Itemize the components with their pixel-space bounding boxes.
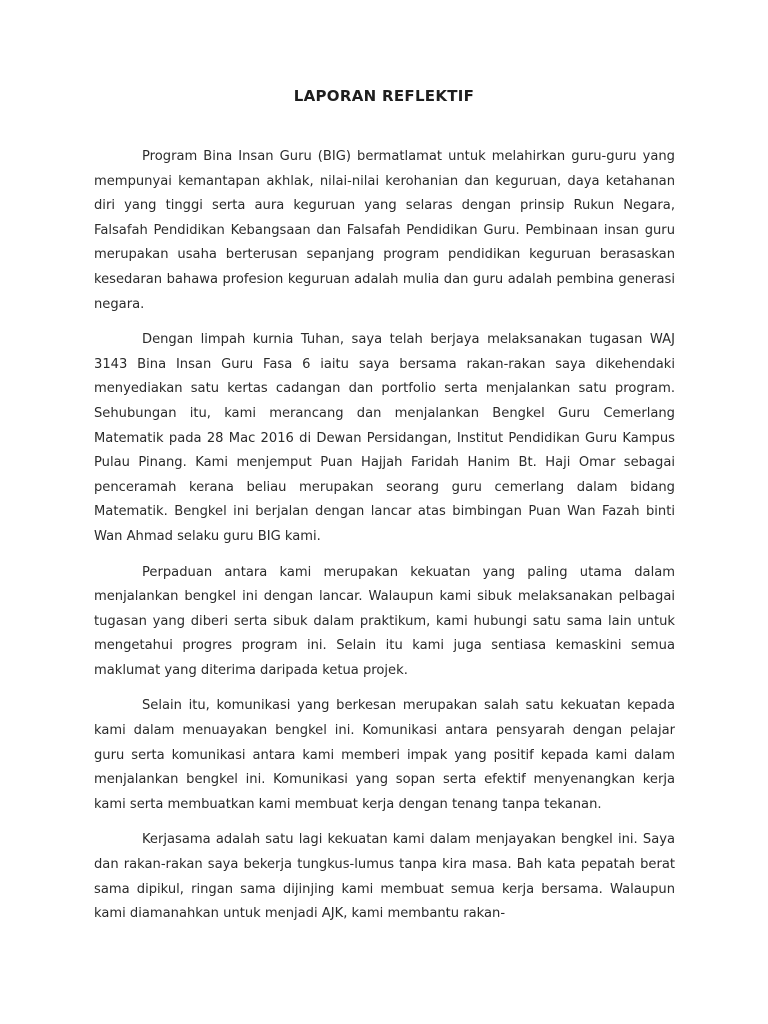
document-body	[94, 145, 675, 938]
paragraph-3: Perpaduan antara kami merupakan kekuatan yang paling utama dalam menjalankan bengkel ini dengan lancar. Walaupun kami sibuk melaksanakan pelbagai tugasan yang diberi serta sibuk dalam praktikum, kami hubungi satu sama lain untuk mengetahui progres program ini. Selain itu kami juga sentiasa kemaskini semua maklumat yang diterima daripada ketua projek.	[94, 564, 675, 678]
paragraph-5: Kerjasama adalah satu lagi kekuatan kami dalam menjayakan bengkel ini. Saya dan rakan-rakan saya bekerja tungkus-lumus tanpa kira masa. Bah kata pepatah berat sama dipikul, ringan sama dijinjing kami membuat semua kerja bersama. Walaupun kami diamanahkan untuk menjadi AJK, kami membantu rakan-	[94, 832, 675, 922]
document-title: LAPORAN REFLEKTIF	[293, 87, 475, 105]
paragraph-4: Selain itu, komunikasi yang berkesan merupakan salah satu kekuatan kepada kami dalam menuayakan bengkel ini. Komunikasi antara pensyarah dengan pelajar guru serta komunikasi antara kami memberi impak yang positif kepada kami dalam menjalankan bengkel ini. Komunikasi yang sopan serta efektif menyenangkan kerja kami serta membuatkan kami membuat kerja dengan tenang tanpa tekanan.	[94, 698, 675, 812]
paragraph-1: Program Bina Insan Guru (BIG) bermatlamat untuk melahirkan guru-guru yang mempunyai kemantapan akhlak, nilai-nilai kerohanian dan keguruan, daya ketahanan diri yang tinggi serta aura keguruan yang selaras dengan prinsip Rukun Negara, Falsafah Pendidikan Kebangsaan dan Falsafah Pendidikan Guru. Pembinaan insan guru merupakan usaha berterusan sepanjang program pendidikan keguruan berasaskan kesedaran bahawa profesion keguruan adalah mulia dan guru adalah pembina generasi negara.	[94, 149, 675, 312]
paragraph-2: Dengan limpah kurnia Tuhan, saya telah berjaya melaksanakan tugasan WAJ 3143 Bina Insan Guru Fasa 6 iaitu saya bersama rakan-rakan saya dikehendaki menyediakan satu kertas cadangan dan portfolio serta menjalankan satu program. Sehubungan itu, kami merancang dan menjalankan Bengkel Guru Cemerlang Matematik pada 28 Mac 2016 di Dewan Persidangan, Institut Pendidikan Guru Kampus Pulau Pinang. Kami menjemput Puan Hajjah Faridah Hanim Bt. Haji Omar sebagai penceramah kerana beliau merupakan seorang guru cemerlang dalam bidang Matematik. Bengkel ini berjalan dengan lancar atas bimbingan Puan Wan Fazah binti Wan Ahmad selaku guru BIG kami.	[94, 332, 675, 544]
